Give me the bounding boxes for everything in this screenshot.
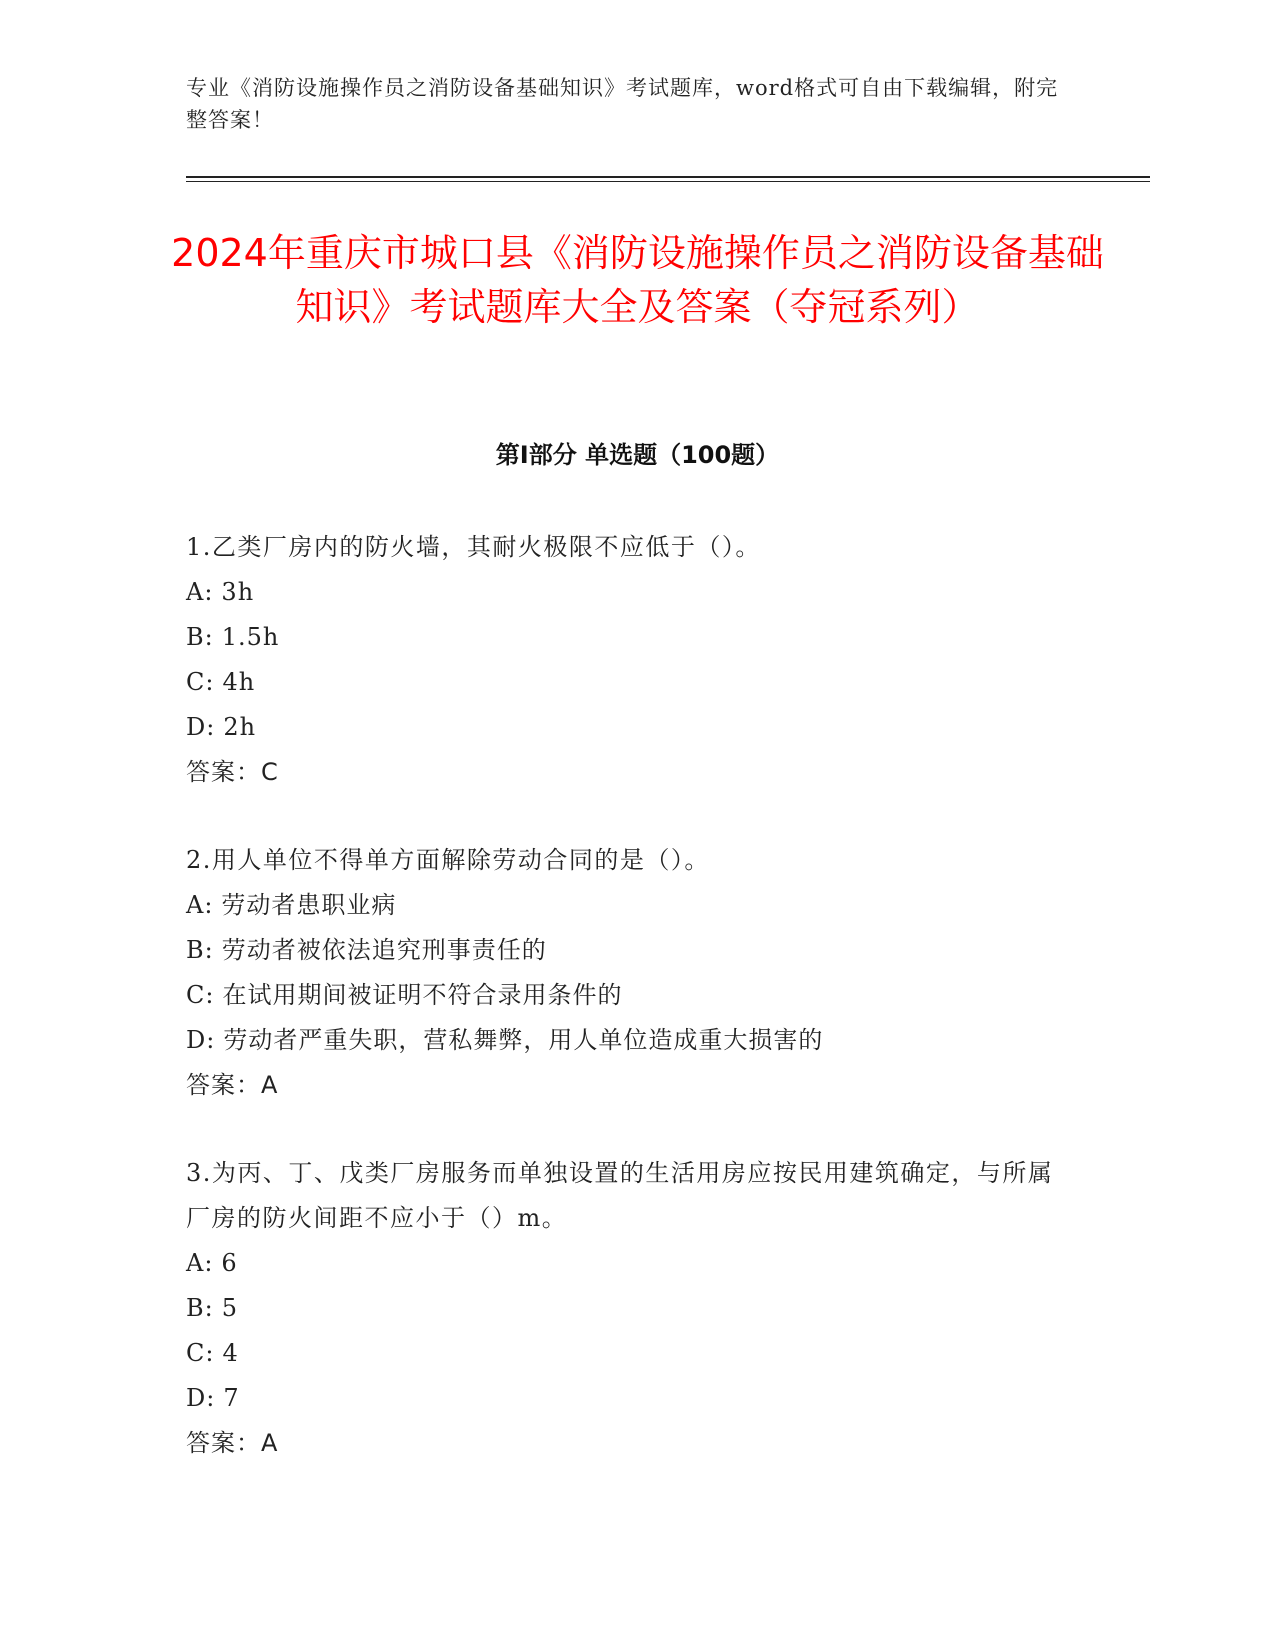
header-rule-thick <box>186 176 1150 178</box>
option-b <box>186 1286 1066 1331</box>
answer-line: 答案：A <box>186 1429 279 1457</box>
option-c <box>186 973 1066 1018</box>
option-letter: D: <box>186 1026 216 1054</box>
option-a <box>186 1241 1066 1286</box>
option-letter: C: <box>186 1339 215 1367</box>
option-text: 5 <box>221 1294 239 1322</box>
option-text: 劳动者严重失职，营私舞弊，用人单位造成重大损害的 <box>223 1026 824 1054</box>
question-stem: 2.用人单位不得单方面解除劳动合同的是（）。 <box>186 846 710 874</box>
option-a <box>186 883 1066 928</box>
document-title: 2024年重庆市城口县《消防设施操作员之消防设备基础知识》考试题库大全及答案（夺冠系列） <box>171 231 1104 329</box>
option-text: 6 <box>221 1249 238 1277</box>
option-text: 劳动者被依法追究刑事责任的 <box>221 936 547 964</box>
option-text: 1.5h <box>221 623 280 651</box>
question-stem: 1.乙类厂房内的防火墙，其耐火极限不应低于（）。 <box>186 533 761 561</box>
option-d <box>186 705 1066 750</box>
option-text: 劳动者患职业病 <box>221 891 397 919</box>
option-text: 4h <box>222 668 256 696</box>
option-a <box>186 570 1066 615</box>
option-d <box>186 1376 1066 1421</box>
option-letter: C: <box>186 668 215 696</box>
option-letter: A: <box>186 891 214 919</box>
option-letter: B: <box>186 1294 214 1322</box>
option-text: 在试用期间被证明不符合录用条件的 <box>222 981 623 1009</box>
option-letter: C: <box>186 981 215 1009</box>
option-d <box>186 1018 1066 1063</box>
question-1 <box>186 525 1066 795</box>
option-text: 4 <box>222 1339 239 1367</box>
option-text: 3h <box>221 578 255 606</box>
option-letter: D: <box>186 713 216 741</box>
question-stem: 3.为丙、丁、戊类厂房服务而单独设置的生活用房应按民用建筑确定，与所属厂房的防火间距不应小于（）m。 <box>186 1159 1054 1232</box>
section-title: 第Ⅰ部分 单选题（100题） <box>495 441 780 469</box>
question-3 <box>186 1151 1066 1466</box>
header-note: 专业《消防设施操作员之消防设备基础知识》考试题库，word格式可自由下载编辑，附完整答案！ <box>186 76 1059 132</box>
option-letter: B: <box>186 623 214 651</box>
option-letter: B: <box>186 936 214 964</box>
header-rule-thin <box>186 181 1150 182</box>
question-2 <box>186 838 1066 1108</box>
question-list <box>186 525 1066 1509</box>
answer-line: 答案：A <box>186 1071 279 1099</box>
option-b <box>186 615 1066 660</box>
option-b <box>186 928 1066 973</box>
option-c <box>186 1331 1066 1376</box>
option-letter: A: <box>186 578 214 606</box>
answer-line: 答案：C <box>186 758 279 786</box>
option-letter: D: <box>186 1384 216 1412</box>
option-text: 2h <box>223 713 257 741</box>
option-letter: A: <box>186 1249 214 1277</box>
option-c <box>186 660 1066 705</box>
option-text: 7 <box>223 1384 240 1412</box>
